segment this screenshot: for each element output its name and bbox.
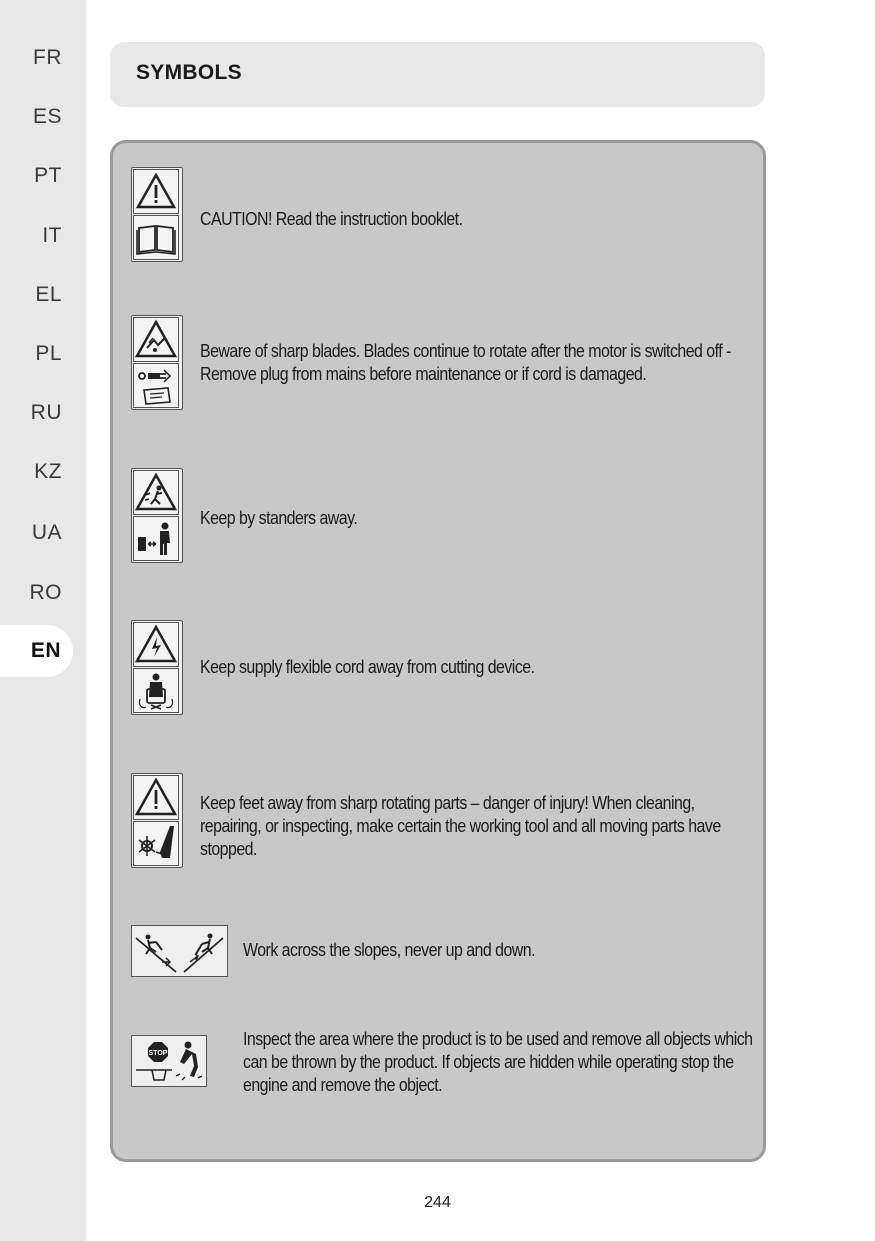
symbol-icon-group xyxy=(131,167,183,262)
sharp-blades-warning-icon xyxy=(133,317,179,362)
section-header xyxy=(110,42,765,107)
lang-tab-pt[interactable]: PT xyxy=(34,164,62,187)
language-sidebar xyxy=(0,0,86,1241)
cord-away-from-blade-icon xyxy=(133,668,179,713)
lang-tab-en-active[interactable] xyxy=(0,625,73,677)
symbol-description: Keep supply flexible cord away from cutting device. xyxy=(200,656,535,677)
symbol-description: CAUTION! Read the instruction booklet. xyxy=(200,208,463,229)
lang-tab-es[interactable]: ES xyxy=(32,105,62,128)
lang-tab-kz[interactable]: KZ xyxy=(34,460,62,483)
lang-tab-ro[interactable]: RO xyxy=(29,581,62,604)
slope-mowing-direction-icon xyxy=(131,925,228,977)
symbols-panel xyxy=(110,140,766,1162)
lang-tab-pl[interactable]: PL xyxy=(35,342,62,365)
symbol-icon-group xyxy=(131,315,183,410)
lang-tab-ru[interactable]: RU xyxy=(30,401,62,424)
page-number: 244 xyxy=(424,1194,451,1211)
remove-plug-icon xyxy=(133,363,179,408)
lang-tab-ua[interactable]: UA xyxy=(31,521,62,544)
symbol-icon-group xyxy=(131,773,183,868)
section-title: SYMBOLS xyxy=(136,61,242,84)
warning-triangle-icon xyxy=(133,169,179,214)
symbol-icon-group xyxy=(131,620,183,715)
stop-sign-label: STOP xyxy=(148,1050,168,1057)
symbol-description: Beware of sharp blades. Blades continue to rotate after the motor is switched off - Remove plug from mains before maintenance or if cord is damaged. xyxy=(200,340,731,384)
symbol-description: Inspect the area where the product is to be used and remove all objects which can be thrown by the product. If objects are hidden while operating stop the engine and remove the object. xyxy=(243,1028,753,1095)
thrown-objects-warning-icon xyxy=(133,470,179,515)
symbol-description: Work across the slopes, never up and down. xyxy=(243,939,535,960)
exclamation-warning-icon xyxy=(133,775,179,820)
symbol-description: Keep feet away from sharp rotating parts – danger of injury! When cleaning, repairing, or inspecting, make certain the working tool and all moving parts have stopped. xyxy=(200,792,721,859)
keep-bystanders-away-icon xyxy=(133,516,179,561)
electric-shock-warning-icon xyxy=(133,622,179,667)
lang-tab-it[interactable]: IT xyxy=(42,224,62,247)
symbol-description: Keep by standers away. xyxy=(200,507,358,528)
foot-injury-rotating-blade-icon xyxy=(133,821,179,866)
lang-tab-el[interactable]: EL xyxy=(35,283,62,306)
instruction-book-icon xyxy=(133,215,179,260)
active-language-label: EN xyxy=(30,639,61,662)
symbol-icon-group xyxy=(131,468,183,563)
lang-tab-fr[interactable]: FR xyxy=(33,46,62,69)
stop-inspect-area-icon xyxy=(131,1035,207,1087)
